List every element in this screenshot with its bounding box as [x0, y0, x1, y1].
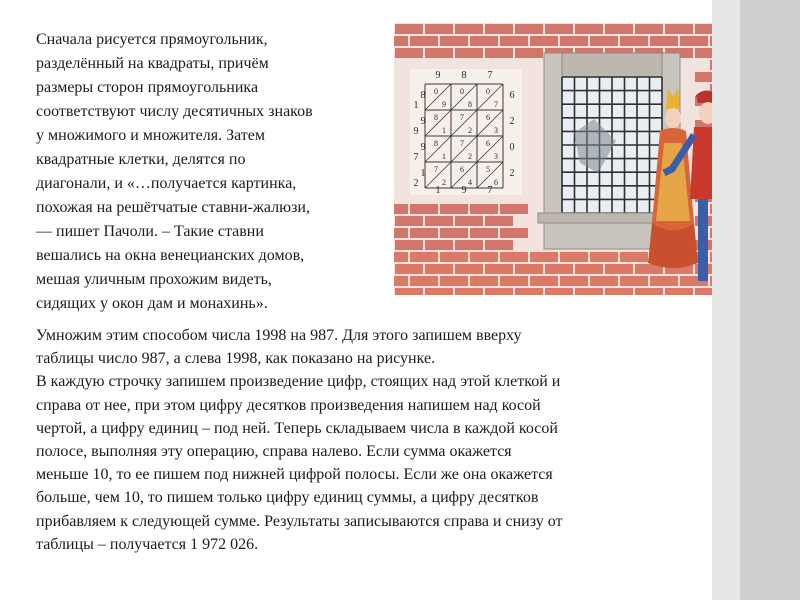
brick [455, 288, 483, 295]
brick [680, 36, 708, 46]
intro-line: квадратные клетки, делятся по [36, 151, 246, 168]
lattice-bottom-digit: 9 [461, 185, 467, 196]
brick [620, 36, 648, 46]
intro-line: у множимого и множителя. Затем [36, 127, 266, 144]
illustration-window-lattice [394, 23, 747, 295]
window-lintel [544, 53, 680, 77]
method-line: Умножим этим способом числа 1998 на 987. Для этого запишем вверху [36, 327, 522, 344]
lattice-cell-units: 2 [442, 178, 446, 187]
lattice-left-digit: 9 [420, 142, 426, 153]
brick [605, 288, 633, 295]
intro-line: похожая на решётчатые ставни-жалюзи, [36, 199, 310, 216]
brick [485, 24, 513, 34]
lattice-cell-units: 2 [468, 126, 472, 135]
brick [545, 24, 573, 34]
brick [605, 24, 633, 34]
lattice-cell-tens: 6 [486, 139, 490, 148]
brick [470, 36, 498, 46]
brick [500, 252, 528, 262]
window-jamb-left [544, 53, 562, 218]
lattice-result-digit: 9 [413, 126, 419, 137]
brick [560, 36, 588, 46]
brick [515, 264, 543, 274]
intro-line: разделённый на квадраты, причём [36, 55, 269, 72]
lattice-left-digit: 8 [420, 90, 426, 101]
brick [530, 276, 558, 286]
intro-line: сидящих у окон дам и монахинь». [36, 295, 268, 312]
method-line: прибавляем к следующей сумме. Результаты записываются справа и снизу от [36, 512, 563, 530]
brick [485, 264, 513, 274]
brick [500, 228, 528, 238]
lattice-cell-units: 6 [494, 178, 498, 187]
brick [575, 288, 603, 295]
brick [470, 228, 498, 238]
lattice-cell-tens: 7 [460, 113, 464, 122]
brick [425, 264, 453, 274]
brick [515, 288, 543, 295]
method-line: больше, чем 10, то пишем только цифру единиц суммы, а цифру десятков [36, 489, 539, 507]
brick [395, 240, 423, 250]
woman-face [665, 108, 681, 128]
brick [590, 276, 618, 286]
brick [530, 252, 558, 262]
lattice-cell-tens: 0 [460, 87, 464, 96]
lattice-cell-tens: 7 [460, 139, 464, 148]
lattice-right-digit: 6 [509, 90, 515, 101]
brick [410, 228, 438, 238]
brick [530, 36, 558, 46]
lattice-top-digit: 9 [435, 70, 441, 81]
lattice-bottom-digit: 1 [435, 185, 441, 196]
method-line: полосе, выполняя эту операцию, справа налево. Если сумма окажется [36, 443, 512, 461]
intro-line: диагонали, и «…получается картинка, [36, 175, 297, 192]
lattice-cell-units: 3 [494, 126, 498, 135]
lattice-cell-units: 8 [468, 100, 472, 109]
lattice-top-digit: 7 [487, 70, 493, 81]
intro-line: Сначала рисуется прямоугольник, [36, 31, 268, 48]
method-line: В каждую строчку запишем произведение цифр, стоящих над этой клеткой и [36, 373, 561, 391]
brick [440, 228, 468, 238]
lattice-cell-tens: 0 [434, 87, 438, 96]
lattice-cell-units: 3 [494, 152, 498, 161]
lattice-right-digit: 2 [509, 168, 515, 179]
brick [560, 276, 588, 286]
side-band-shade [740, 0, 800, 600]
intro-line: — пишет Пачоли. – Такие ставни [36, 223, 264, 240]
brick [425, 24, 453, 34]
brick [440, 204, 468, 214]
brick [470, 252, 498, 262]
intro-line: мешая уличным прохожим видеть, [36, 271, 272, 288]
lattice-left-digit: 9 [420, 116, 426, 127]
brick [394, 276, 408, 286]
brick [440, 252, 468, 262]
brick [425, 48, 453, 58]
brick [500, 36, 528, 46]
lattice-result-digit: 2 [413, 178, 419, 189]
lattice-cell-tens: 8 [434, 139, 438, 148]
brick [455, 24, 483, 34]
brick [395, 24, 423, 34]
method-line: таблицы число 987, а слева 1998, как показано на рисунке. [36, 350, 436, 368]
brick [575, 264, 603, 274]
brick [410, 252, 438, 262]
lattice-result-digit: 1 [413, 100, 419, 111]
lattice-cell-units: 2 [468, 152, 472, 161]
lattice-bottom-digit: 7 [487, 185, 493, 196]
brick [485, 216, 513, 226]
method-line: справа от нее, при этом цифру десятков произведения напишем над косой [36, 396, 541, 414]
slide-side-band [712, 0, 800, 600]
brick [425, 288, 453, 295]
brick [500, 276, 528, 286]
brick [650, 276, 678, 286]
brick [395, 288, 423, 295]
man-leg-left [698, 199, 708, 281]
lattice-cell-tens: 0 [486, 87, 490, 96]
brick [395, 216, 423, 226]
lattice-panel [410, 69, 522, 195]
brick [545, 264, 573, 274]
brick [485, 240, 513, 250]
brick [410, 204, 438, 214]
brick [440, 276, 468, 286]
lattice-cell-units: 4 [468, 178, 472, 187]
brick [620, 252, 648, 262]
lattice-cell-units: 7 [494, 100, 498, 109]
brick [395, 264, 423, 274]
intro-line: соответствуют числу десятичных знаков [36, 103, 313, 120]
brick [635, 288, 663, 295]
brick [455, 216, 483, 226]
method-line: меньше 10, то ее пишем под нижней цифрой полосы. Если же она окажется [36, 466, 553, 484]
lattice-left-digit: 1 [420, 168, 426, 179]
method-paragraph [36, 324, 706, 556]
brick [620, 276, 648, 286]
brick [485, 288, 513, 295]
brick [410, 276, 438, 286]
lattice-cell-tens: 7 [434, 165, 438, 174]
brick [410, 36, 438, 46]
brick [395, 48, 423, 58]
brick [485, 48, 513, 58]
intro-line: вешались на окна венецианских домов, [36, 247, 305, 264]
brick [500, 204, 528, 214]
lattice-cell-units: 1 [442, 152, 446, 161]
brick [455, 48, 483, 58]
brick [394, 228, 408, 238]
brick [515, 48, 543, 58]
method-line: таблицы – получается 1 972 026. [36, 535, 259, 553]
brick [590, 36, 618, 46]
brick [455, 240, 483, 250]
lattice-cell-tens: 8 [434, 113, 438, 122]
brick [635, 24, 663, 34]
lattice-cell-tens: 6 [486, 113, 490, 122]
brick [650, 36, 678, 46]
brick [425, 216, 453, 226]
intro-paragraph [36, 28, 388, 316]
brick [590, 252, 618, 262]
lattice-cell-units: 9 [442, 100, 446, 109]
lattice-right-digit: 0 [509, 142, 515, 153]
brick [470, 204, 498, 214]
brick [605, 264, 633, 274]
brick [665, 24, 693, 34]
brick [394, 204, 408, 214]
brick [470, 276, 498, 286]
brick [394, 36, 408, 46]
brick [455, 264, 483, 274]
brick [560, 252, 588, 262]
intro-line: размеры сторон прямоугольника [36, 79, 259, 96]
brick [545, 288, 573, 295]
lattice-top-digit: 8 [461, 70, 467, 81]
lattice-right-digit: 2 [509, 116, 515, 127]
method-line: чертой, а цифру единиц – под ней. Теперь складываем числа в каждой косой [36, 419, 558, 437]
brick [665, 288, 693, 295]
lattice-result-digit: 7 [413, 152, 419, 163]
brick [440, 36, 468, 46]
lattice-cell-tens: 6 [460, 165, 464, 174]
brick [575, 24, 603, 34]
lattice-cell-tens: 5 [486, 165, 490, 174]
brick [425, 240, 453, 250]
lattice-cell-units: 1 [442, 126, 446, 135]
lattice-diagram [410, 69, 522, 196]
brick [515, 24, 543, 34]
brick [394, 252, 408, 262]
